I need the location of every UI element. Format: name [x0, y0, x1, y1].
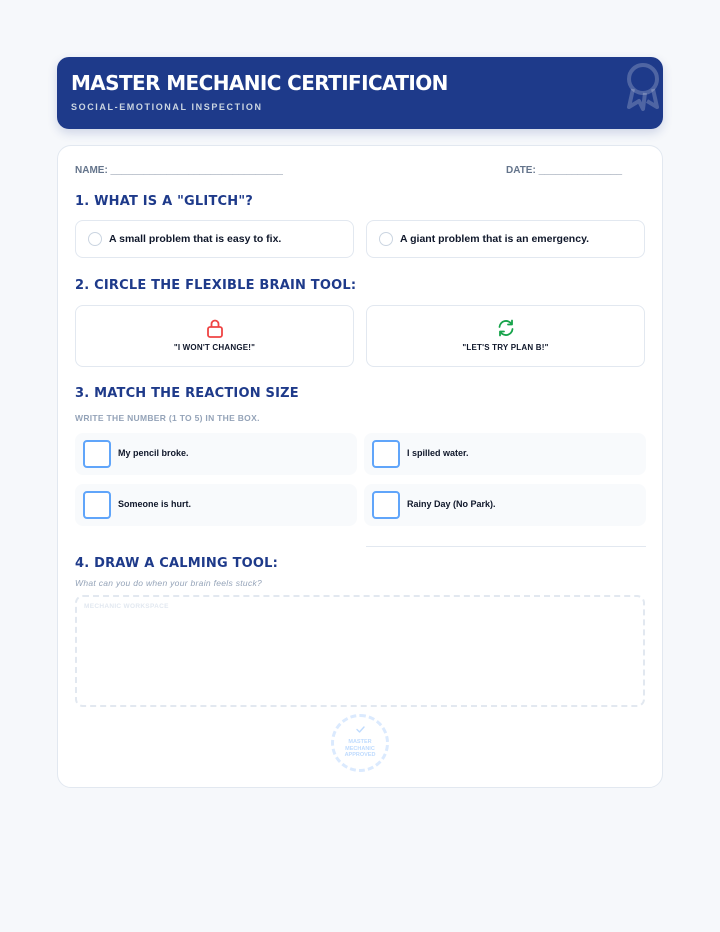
glitch-option-1[interactable] [75, 220, 354, 258]
answer-box[interactable] [83, 491, 111, 519]
match-label: Someone is hurt. [118, 499, 192, 509]
award-ribbon-icon [621, 59, 663, 111]
match-item [364, 484, 646, 526]
glitch-option-2[interactable] [366, 220, 645, 258]
section-3-title: 3. MATCH THE REACTION SIZE [75, 386, 299, 401]
option-label: A giant problem that is an emergency. [400, 233, 590, 245]
answer-box[interactable] [83, 440, 111, 468]
tool-card-rigid[interactable] [75, 305, 354, 367]
radio-button[interactable] [379, 232, 393, 246]
page-subtitle: SOCIAL-EMOTIONAL INSPECTION [71, 102, 263, 112]
match-item [75, 433, 357, 475]
drawing-workspace[interactable] [75, 595, 645, 707]
section-1-title: 1. WHAT IS A "GLITCH"? [75, 194, 254, 209]
tool-label: "LET'S TRY PLAN B!" [462, 343, 549, 352]
page-title: MASTER MECHANIC CERTIFICATION [71, 71, 448, 95]
section-4-title: 4. DRAW A CALMING TOOL: [75, 556, 279, 571]
option-label: A small problem that is easy to fix. [109, 233, 282, 245]
section-divider [366, 546, 646, 547]
match-label: My pencil broke. [118, 448, 189, 458]
check-icon [356, 726, 365, 733]
match-item [75, 484, 357, 526]
workspace-label: MECHANIC WORKSPACE [84, 603, 169, 610]
answer-box[interactable] [372, 440, 400, 468]
match-item [364, 433, 646, 475]
approval-stamp [331, 714, 389, 772]
stamp-text: MASTER MECHANIC APPROVED [344, 739, 376, 758]
tool-card-flexible[interactable] [366, 305, 645, 367]
section-3-hint: WRITE THE NUMBER (1 TO 5) IN THE BOX. [75, 413, 260, 423]
section-4-hint: What can you do when your brain feels stuck? [75, 578, 263, 588]
tool-label: "I WON'T CHANGE!" [173, 343, 256, 352]
radio-button[interactable] [88, 232, 102, 246]
answer-box[interactable] [372, 491, 400, 519]
refresh-icon [496, 318, 516, 338]
page-header [57, 57, 663, 129]
name-field[interactable]: NAME: _______________________________ [75, 165, 283, 176]
worksheet-card [57, 145, 663, 788]
match-label: Rainy Day (No Park). [407, 499, 496, 509]
lock-icon [205, 318, 225, 338]
date-field[interactable]: DATE: _______________ [506, 165, 623, 176]
match-label: I spilled water. [407, 448, 469, 458]
section-2-title: 2. CIRCLE THE FLEXIBLE BRAIN TOOL: [75, 278, 357, 293]
